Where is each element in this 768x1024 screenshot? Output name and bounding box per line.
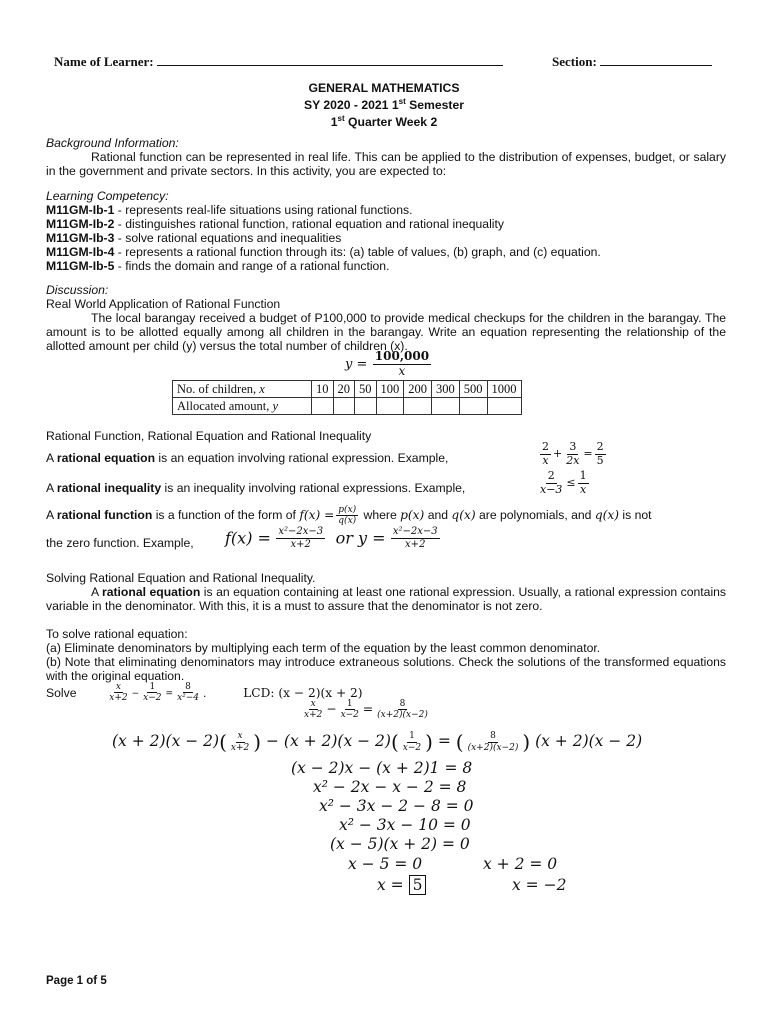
competency-item: M11GM-Ib-3 - solve rational equations and inequalities	[46, 231, 342, 245]
rational-function-example: f(x) = $\frac{\text{x²−2x−3}}{x+2}$ or y = $\frac{\text{x²−2x−3}}{x+2}$	[225, 526, 438, 550]
table-cell: 10	[312, 381, 334, 398]
solution-step: x² − 2x − x − 2 = 8	[313, 778, 467, 796]
table-row-label: Allocated amount, y	[173, 398, 312, 415]
competency-item: M11GM-Ib-1 - represents real-life situations using rational functions.	[46, 203, 413, 217]
solve-problem: Solve $\frac{x}{x+2}$ − $\frac{1}{x-2}$ = $\frac{8}{\text{x²−4}}$ . LCD: (x − 2)(x + 2)	[46, 682, 363, 704]
table-input-cell[interactable]	[487, 398, 521, 415]
rational-equation-example: $\frac{2}{x}$ + $\frac{3}{2x}$ = $\frac{2}{5}$	[542, 440, 604, 467]
competency-list	[46, 203, 601, 273]
section-label: Section:	[552, 54, 597, 69]
steps-intro: To solve rational equation:	[46, 627, 188, 641]
table-input-cell[interactable]	[333, 398, 355, 415]
title-line-1: GENERAL MATHEMATICS	[308, 81, 460, 95]
values-table	[172, 380, 522, 415]
table-row	[173, 381, 522, 398]
step-a: (a) Eliminate denominators by multiplying each term of the equation by the least common denominator.	[46, 641, 601, 655]
competency-item: M11GM-Ib-4 - represents a rational function through its: (a) table of values, (b) graph, and (c) equation.	[46, 245, 601, 259]
budget-equation: y = $\frac{100,000}{x}$	[345, 349, 430, 378]
section-blank[interactable]	[600, 65, 712, 66]
solving-heading: Solving Rational Equation and Rational Inequality.	[46, 571, 316, 585]
rational-function-example-label: the zero function. Example,	[46, 536, 194, 550]
table-row	[173, 398, 522, 415]
root-answer-2: x = −2	[512, 876, 567, 894]
background-heading: Background Information:	[46, 136, 179, 150]
table-cell: 200	[404, 381, 432, 398]
boxed-answer: 5	[409, 875, 427, 895]
root-answer-1: x = 5	[377, 876, 426, 894]
table-input-cell[interactable]	[432, 398, 460, 415]
table-cell: 300	[432, 381, 460, 398]
discussion-subheading: Real World Application of Rational Function	[46, 297, 281, 311]
table-input-cell[interactable]	[459, 398, 487, 415]
root-equation-1: x − 5 = 0	[348, 855, 423, 873]
table-input-cell[interactable]	[355, 398, 377, 415]
table-input-cell[interactable]	[376, 398, 404, 415]
table-row-label: No. of children, x	[173, 381, 312, 398]
table-cell: 20	[333, 381, 355, 398]
solution-step: (x − 5)(x + 2) = 0	[330, 835, 470, 853]
multiplied-equation: (x + 2)(x − 2)( $\frac{x}{x+2}$ ) − (x + 2)(x − 2)( $\frac{1}{x-2}$ ) = ( $\frac{8}{(x+2)(x-2)}$ ) (x + 2)(x − 2)	[112, 730, 643, 754]
step-b: (b) Note that eliminating denominators may introduce extraneous solutions. Check the solutions of the transformed equations with the original equation.	[46, 655, 726, 683]
solution-step: x² − 3x − 10 = 0	[339, 816, 471, 834]
root-equation-2: x + 2 = 0	[483, 855, 558, 873]
solution-step: (x − 2)x − (x + 2)1 = 8	[291, 759, 473, 777]
table-input-cell[interactable]	[312, 398, 334, 415]
rational-inequality-example: $\frac{2}{x-3}$ ≤ $\frac{1}{x}$	[540, 469, 587, 496]
competency-item: M11GM-Ib-5 - finds the domain and range of a rational function.	[46, 259, 390, 273]
background-text: Rational function can be represented in real life. This can be applied to the distribution of expenses, budget, or salary in the government and private sectors. In this activity, you are expected to:	[46, 150, 726, 178]
definitions-heading: Rational Function, Rational Equation and Rational Inequality	[46, 429, 372, 443]
table-input-cell[interactable]	[404, 398, 432, 415]
learner-name-field[interactable]	[54, 54, 503, 70]
rational-equation-definition: A rational equation is an equation involving rational expression. Example,	[46, 451, 449, 465]
title-line-3: 1st Quarter Week 2	[330, 114, 438, 130]
document-title	[0, 81, 768, 129]
table-cell: 1000	[487, 381, 521, 398]
page-number: Page 1 of 5	[46, 975, 107, 987]
section-field[interactable]	[552, 54, 712, 70]
rational-function-definition: A rational function is a function of the form of f(x) = $\frac{p(x)}{q(x)}$ where p(x) and q(x) are polynomials, and q(x) is not	[46, 505, 652, 527]
table-cell: 500	[459, 381, 487, 398]
discussion-text: The local barangay received a budget of P100,000 to provide medical checkups for the children in the barangay. The amount is to be allotted equally among all children in the barangay. Write an equation representing the relationship of the allotted amount per child (y) versus the total number of children (x).	[46, 311, 726, 353]
original-equation: $\frac{x}{x+2}$ − $\frac{1}{x-2}$ = $\frac{8}{(x+2)(x-2)}$	[304, 699, 428, 721]
solving-paragraph: A rational equation is an equation containing at least one rational expression. Usually, a rational expression contains variable in the denominator. With this, it is a must to assure that the denominator is not zero.	[46, 585, 727, 613]
table-cell: 50	[355, 381, 377, 398]
title-line-2: SY 2020 - 2021 1st Semester	[303, 97, 465, 113]
solution-step: x² − 3x − 2 − 8 = 0	[319, 797, 474, 815]
learner-name-label: Name of Learner:	[54, 54, 154, 69]
learner-name-blank[interactable]	[157, 65, 503, 66]
table-cell: 100	[376, 381, 404, 398]
rational-inequality-definition: A rational inequality is an inequality involving rational expressions. Example,	[46, 481, 466, 495]
competency-heading: Learning Competency:	[46, 189, 169, 203]
discussion-heading: Discussion:	[46, 283, 109, 297]
competency-item: M11GM-Ib-2 - distinguishes rational function, rational equation and rational inequality	[46, 217, 504, 231]
